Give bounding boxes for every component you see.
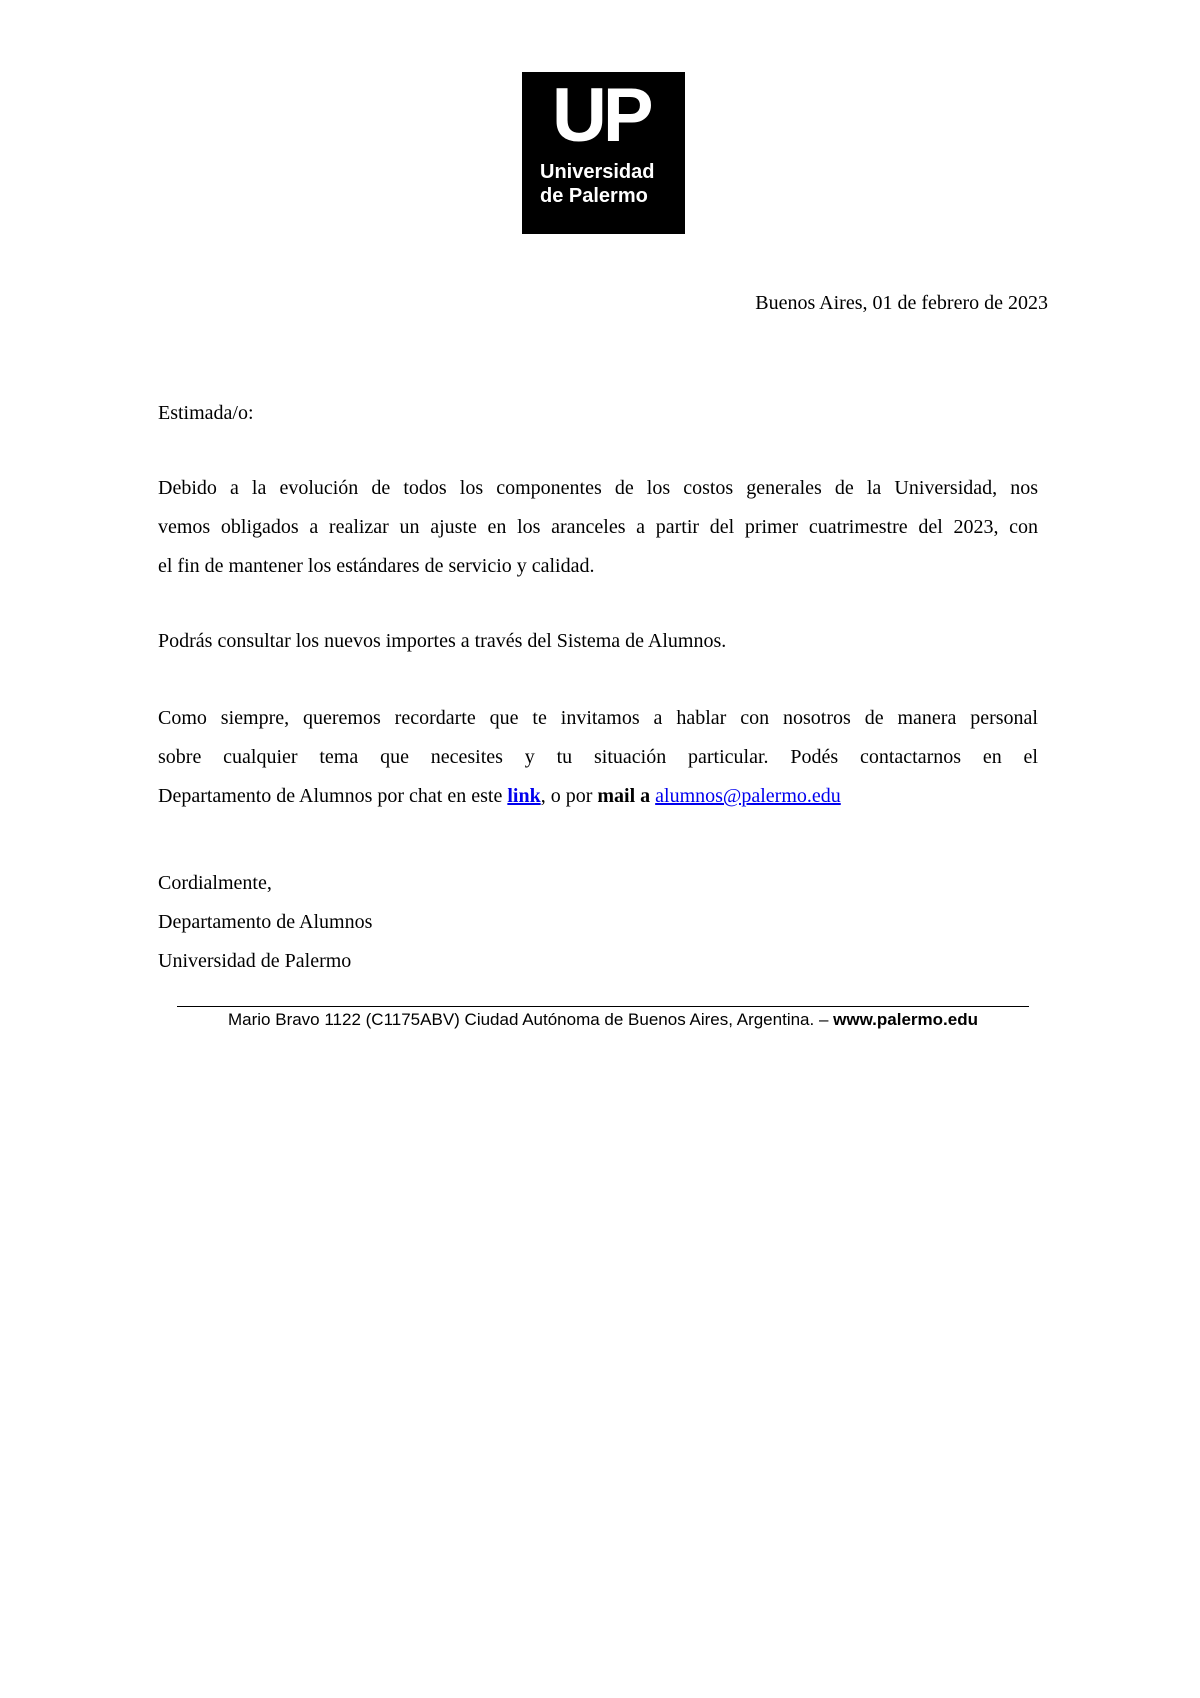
logo-mark: UP <box>552 73 650 158</box>
university-logo <box>522 72 685 234</box>
paragraph-line: vemos obligados a realizar un ajuste en los aranceles a partir del primer cuatrimestre del 2023, con <box>158 516 1038 538</box>
signature-university: Universidad de Palermo <box>158 950 352 972</box>
signature-department: Departamento de Alumnos <box>158 911 373 933</box>
logo-name-line2: de Palermo <box>540 185 648 207</box>
paragraph-line: Como siempre, queremos recordarte que te invitamos a hablar con nosotros de manera personal <box>158 707 1038 729</box>
logo-name-line1: Universidad <box>540 161 655 183</box>
paragraph-line: el fin de mantener los estándares de servicio y calidad. <box>158 555 595 577</box>
contact-text: , o por <box>540 785 598 807</box>
footer-website: www.palermo.edu <box>833 1010 978 1029</box>
closing-line: Cordialmente, <box>158 872 272 894</box>
paragraph-cost-adjustment <box>158 469 1038 586</box>
paragraph-line-contact <box>158 777 1038 816</box>
email-link[interactable]: alumnos@palermo.edu <box>655 785 841 807</box>
salutation: Estimada/o: <box>158 402 254 424</box>
footer-address: Mario Bravo 1122 (C1175ABV) Ciudad Autónoma de Buenos Aires, Argentina. – <box>228 1010 834 1029</box>
paragraph-line: sobre cualquier tema que necesites y tu situación particular. Podés contactarnos en el <box>158 746 1038 768</box>
paragraph-student-system: Podrás consultar los nuevos importes a través del Sistema de Alumnos. <box>158 630 727 652</box>
contact-text: Departamento de Alumnos por chat en este <box>158 785 508 807</box>
paragraph-contact <box>158 699 1038 816</box>
mail-label: mail a <box>597 785 651 807</box>
letter-date: Buenos Aires, 01 de febrero de 2023 <box>755 292 1048 314</box>
footer <box>177 1010 1029 1030</box>
footer-divider <box>177 1006 1029 1007</box>
paragraph-line: Debido a la evolución de todos los componentes de los costos generales de la Universidad, nos <box>158 477 1038 499</box>
chat-link[interactable]: link <box>507 785 541 807</box>
